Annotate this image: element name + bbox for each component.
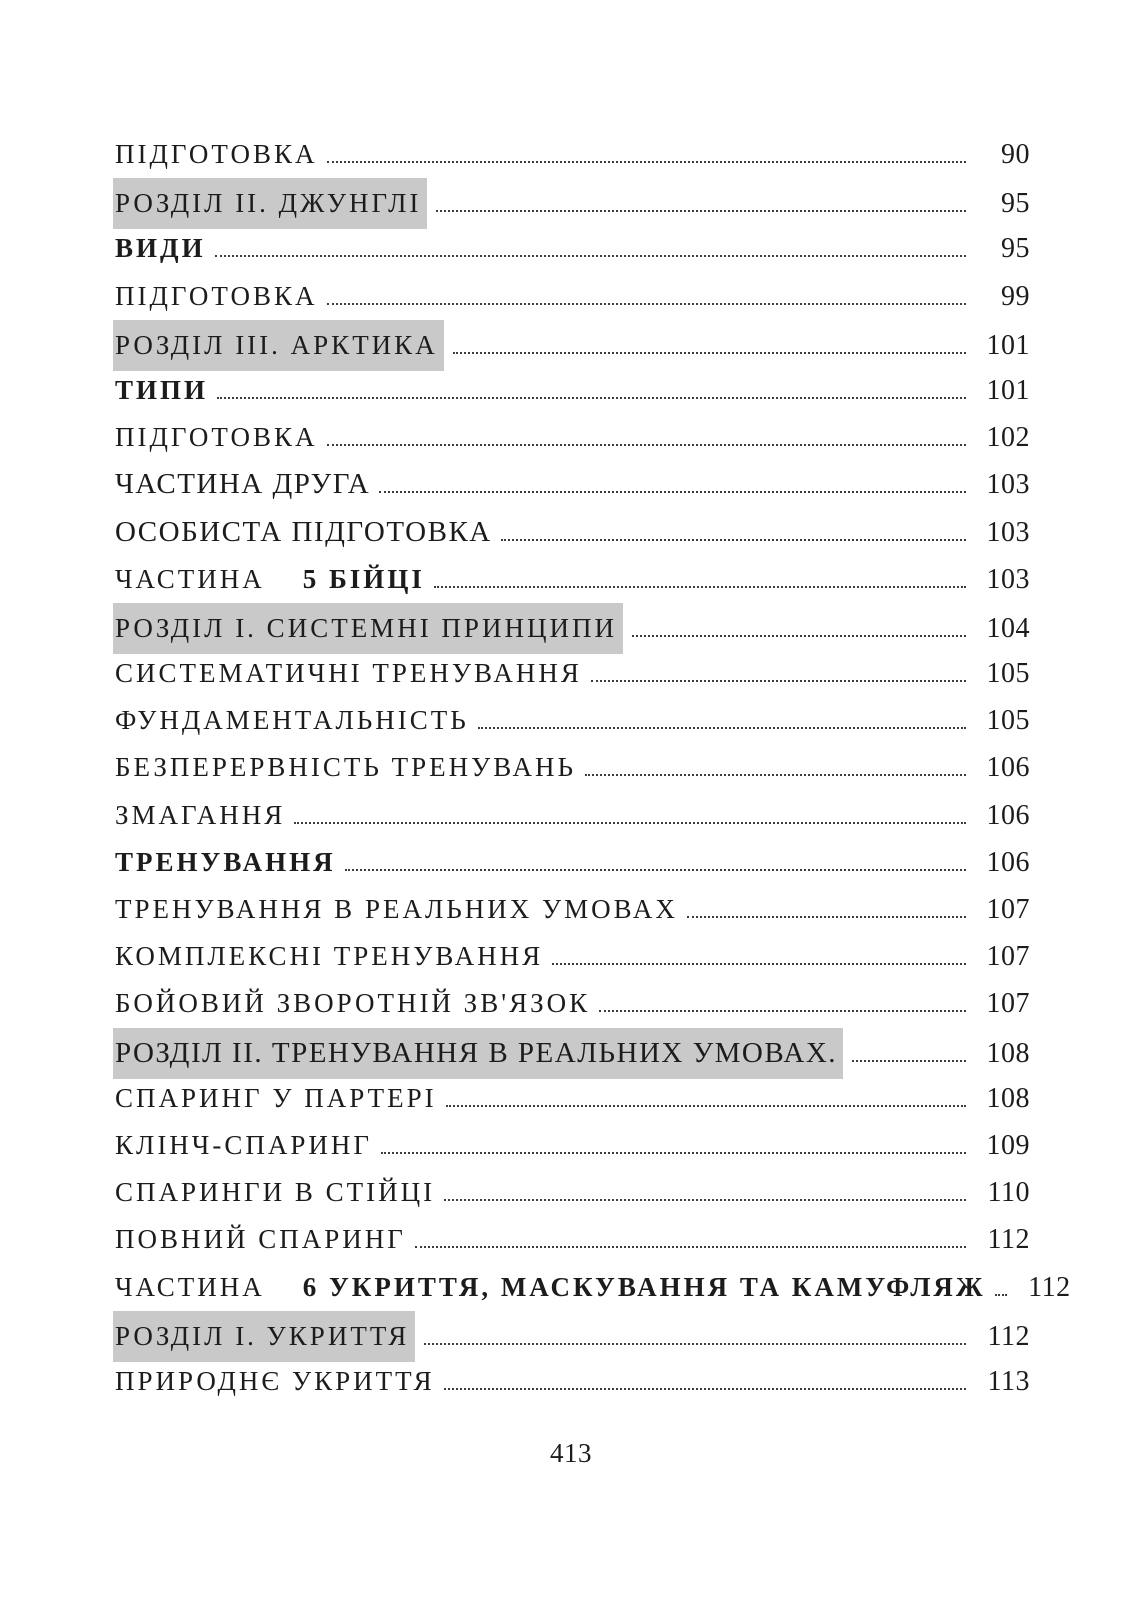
toc-entry-page: 112 [987, 1224, 1030, 1256]
toc-entry-title: ПІДГОТОВКА [115, 280, 318, 311]
toc-entry [115, 320, 1030, 367]
toc-entry [115, 1311, 1030, 1358]
toc-entry-page: 110 [987, 1177, 1030, 1209]
toc-entry-page: 103 [986, 563, 1030, 595]
toc-entry-title: КОМПЛЕКСНІ ТРЕНУВАННЯ [115, 941, 544, 972]
toc-entry-label: 6 УКРИТТЯ, МАСКУВАННЯ ТА КАМУФЛЯЖ [302, 1271, 986, 1302]
toc-entry-title: СПАРИНГИ В СТІЙЦІ [115, 1177, 436, 1208]
toc-entry [115, 1216, 1030, 1263]
dot-leader [552, 963, 966, 965]
toc-entry-title: ВИДИ [115, 233, 206, 264]
toc-entry [115, 131, 1030, 178]
dot-leader [444, 1199, 966, 1201]
toc-entry [115, 273, 1030, 320]
toc-entry-page: 108 [986, 1082, 1030, 1114]
toc-entry [115, 1358, 1030, 1405]
toc-entry-page: 106 [986, 799, 1030, 831]
toc-entry [115, 556, 1030, 603]
toc-entry [115, 178, 1030, 225]
toc-entry [115, 509, 1030, 556]
toc-entry-page: 101 [986, 374, 1030, 406]
dot-leader [381, 1152, 966, 1154]
dot-leader [327, 303, 967, 305]
toc-entry-prefix: ЧАСТИНА [115, 563, 265, 594]
toc-entry-title: РОЗДІЛ ІІ. ДЖУНГЛІ [113, 178, 427, 229]
toc-entry-page: 105 [986, 705, 1030, 737]
toc-entry-title: ПІДГОТОВКА [115, 422, 318, 453]
dot-leader [379, 491, 966, 493]
toc-entry-page: 103 [986, 469, 1030, 501]
toc-entry [115, 697, 1030, 744]
dot-leader [434, 586, 966, 588]
toc-entry-title: БОЙОВИЙ ЗВОРОТНІЙ ЗВ'ЯЗОК [115, 988, 591, 1019]
dot-leader [446, 1105, 966, 1107]
toc-entry [115, 1075, 1030, 1122]
toc-entry-page: 107 [986, 988, 1030, 1020]
toc-entry-page: 99 [1001, 280, 1030, 312]
toc-entry-title [115, 1264, 986, 1311]
toc-entry-title: ФУНДАМЕНТАЛЬНІСТЬ [115, 705, 469, 736]
toc-entry-page: 106 [986, 752, 1030, 784]
toc-entry-title: БЕЗПЕРЕРВНІСТЬ ТРЕНУВАНЬ [115, 752, 577, 783]
toc-entry-title: РОЗДІЛ І. УКРИТТЯ [113, 1311, 415, 1362]
toc-entry [115, 650, 1030, 697]
toc-entry-title: ПІДГОТОВКА [115, 139, 318, 169]
toc-entry-title [115, 556, 425, 603]
dot-leader [995, 1294, 1007, 1296]
toc-entry-title: ПРИРОДНЄ УКРИТТЯ [115, 1365, 435, 1396]
toc-entry-title: ТРЕНУВАННЯ [115, 846, 336, 877]
dot-leader [345, 869, 966, 871]
dot-leader [478, 727, 966, 729]
toc-entry-page: 103 [986, 516, 1030, 548]
toc-entry-page: 113 [987, 1365, 1030, 1397]
toc-entry [115, 603, 1030, 650]
toc-entry [115, 1028, 1030, 1075]
toc-entry-page: 107 [986, 941, 1030, 973]
toc-entry [115, 1169, 1030, 1216]
toc-entry [115, 886, 1030, 933]
toc-entry [115, 367, 1030, 414]
toc-entry-title: ТРЕНУВАННЯ В РЕАЛЬНИХ УМОВАХ [115, 894, 678, 924]
dot-leader [424, 1343, 966, 1345]
toc-list [115, 131, 1071, 1405]
toc-entry-page: 101 [986, 329, 1030, 361]
toc-entry [115, 980, 1030, 1027]
toc-entry [115, 461, 1030, 508]
toc-entry-title: СИСТЕМАТИЧНІ ТРЕНУВАННЯ [115, 658, 582, 689]
toc-entry-title: РОЗДІЛ І. СИСТЕМНІ ПРИНЦИПИ [113, 603, 623, 654]
toc-entry-page: 109 [986, 1129, 1030, 1161]
toc-entry-page: 95 [1001, 188, 1030, 220]
footer-page-number: 413 [550, 1438, 592, 1468]
dot-leader [591, 680, 966, 682]
toc-entry-title: ЗМАГАННЯ [115, 799, 286, 830]
toc-entry-title: ЧАСТИНА ДРУГА [115, 468, 371, 501]
dot-leader [327, 161, 967, 163]
dot-leader [436, 210, 966, 212]
toc-entry-page: 105 [986, 658, 1030, 690]
toc-entry-page: 107 [986, 894, 1030, 925]
dot-leader [327, 444, 967, 446]
dot-leader [599, 1010, 966, 1012]
toc-entry-title: ОСОБИСТА ПІДГОТОВКА [115, 515, 492, 548]
toc-entry [115, 792, 1030, 839]
toc-entry [115, 414, 1030, 461]
toc-entry-page: 106 [986, 846, 1030, 878]
toc-entry-label: 5 БІЙЦІ [302, 563, 425, 594]
dot-leader [687, 916, 966, 918]
dot-leader [453, 352, 966, 354]
toc-entry-page: 95 [1001, 233, 1030, 265]
dot-leader [444, 1388, 966, 1390]
toc-entry-page: 90 [1001, 139, 1030, 170]
toc-entry-page: 112 [1028, 1271, 1071, 1303]
toc-entry [115, 225, 1030, 272]
toc-entry-title: ТИПИ [115, 374, 209, 405]
toc-entry-page: 104 [986, 612, 1030, 644]
dot-leader [217, 397, 966, 399]
dot-leader [585, 774, 966, 776]
dot-leader [501, 539, 966, 541]
dot-leader [294, 822, 966, 824]
toc-entry-page: 112 [987, 1320, 1030, 1352]
toc-entry [115, 744, 1030, 791]
toc-entry [115, 1122, 1030, 1169]
toc-entry [115, 933, 1030, 980]
toc-entry-title: СПАРИНГ У ПАРТЕРІ [115, 1082, 437, 1113]
dot-leader [852, 1060, 966, 1062]
toc-entry-page: 102 [986, 422, 1030, 454]
toc-entry [115, 839, 1030, 886]
toc-entry-title: КЛІНЧ-СПАРИНГ [115, 1129, 372, 1160]
toc-entry-page: 108 [986, 1037, 1030, 1069]
toc-entry [115, 1264, 1071, 1311]
toc-entry-title: ПОВНИЙ СПАРИНГ [115, 1224, 406, 1255]
toc-entry-prefix: ЧАСТИНА [115, 1271, 265, 1302]
dot-leader [215, 255, 966, 257]
toc-entry-title: РОЗДІЛ ІІ. ТРЕНУВАННЯ В РЕАЛЬНИХ УМОВАХ. [113, 1028, 843, 1079]
dot-leader [415, 1246, 966, 1248]
toc-entry-title: РОЗДІЛ ІІІ. АРКТИКА [113, 320, 444, 371]
dot-leader [632, 635, 966, 637]
